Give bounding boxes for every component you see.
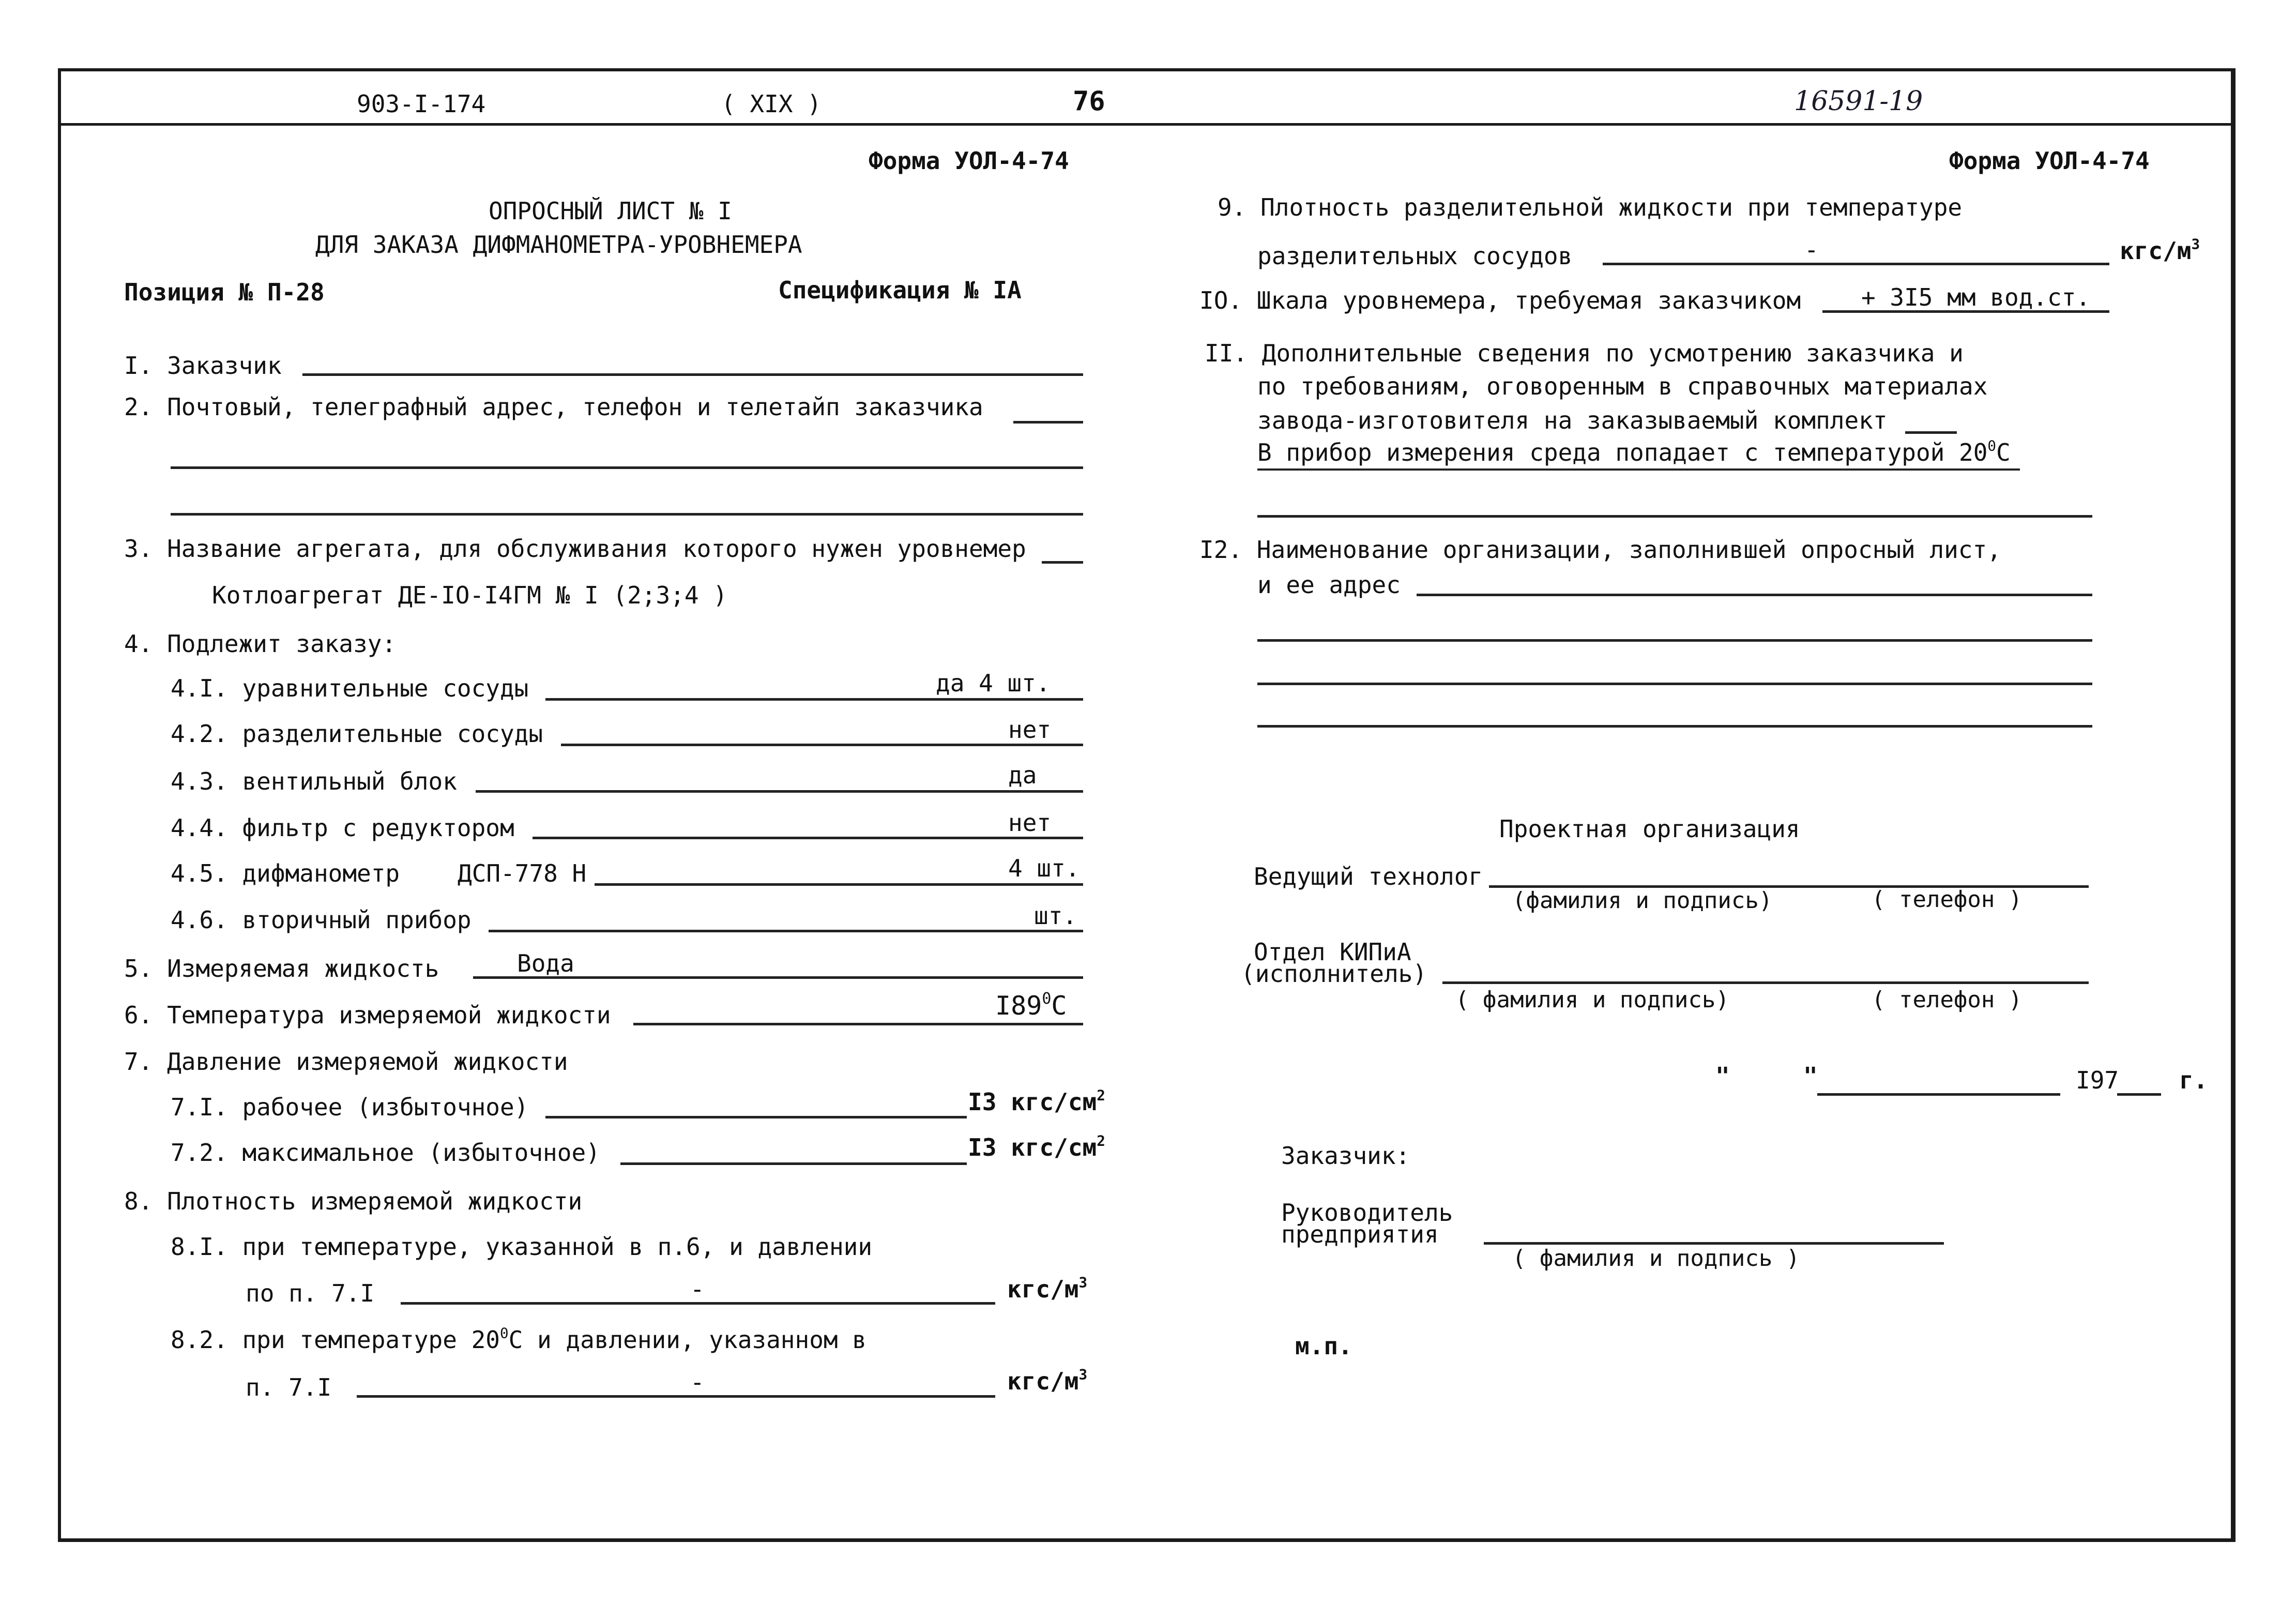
item-11-value-underline <box>1257 468 2020 471</box>
item-11-value-text: В прибор измерения среда попадает с температурой 20 <box>1257 438 1988 466</box>
item-3-label: 3. Название агрегата, для обслуживания которого нужен уровнемер <box>124 535 1026 563</box>
cubed-mark: 3 <box>1078 1366 1088 1383</box>
item-8-1-value: - <box>690 1275 705 1303</box>
item-7-1-line <box>545 1116 967 1118</box>
item-10-value: + 3I5 мм вод.ст. <box>1861 283 2091 311</box>
item-12-label: I2. Наименование организации, заполнившей опросный лист, <box>1199 536 2001 564</box>
item-3-line <box>1042 561 1083 564</box>
item-9-line <box>1603 263 2109 265</box>
cubed-mark: 3 <box>1078 1274 1088 1291</box>
item-7-label: 7. Давление измеряемой жидкости <box>124 1048 568 1076</box>
item-9-unit <box>2120 235 2200 265</box>
item-4-6-value: шт. <box>1034 902 1077 930</box>
head-label-1: Руководитель <box>1281 1199 1453 1227</box>
head-signature-caption: ( фамилия и подпись ) <box>1512 1245 1800 1272</box>
item-2-line-b <box>171 466 1083 469</box>
item-4-3-label: 4.3. вентильный блок <box>171 767 457 795</box>
date-year-line <box>2117 1093 2161 1096</box>
kipia-executor-label: (исполнитель) <box>1241 960 1427 988</box>
head-label-2: предприятия <box>1281 1220 1439 1248</box>
item-4-5-model: ДСП-778 Н <box>458 859 587 887</box>
item-4-3-value: да <box>1008 761 1037 789</box>
item-11-blank <box>1905 431 1957 434</box>
item-2-line-c <box>171 513 1083 516</box>
item-9-label: 9. Плотность разделительной жидкости при температуре <box>1218 193 1963 221</box>
degree-mark: 0 <box>499 1324 509 1342</box>
lead-signature-caption: (фамилия и подпись) <box>1512 887 1773 914</box>
form-code-left: Форма УОЛ-4-74 <box>869 147 1069 175</box>
item-12-line-b <box>1257 639 2092 642</box>
item-7-1-label: 7.I. рабочее (избыточное) <box>171 1093 529 1121</box>
item-12-line-c <box>1257 683 2092 685</box>
item-4-5-label: 4.5. дифманометр <box>171 859 400 887</box>
item-7-2-line <box>620 1162 967 1165</box>
item-7-2-value-text: I3 кгс/см <box>968 1133 1097 1161</box>
form-code-right: Форма УОЛ-4-74 <box>1949 147 2150 175</box>
item-7-1-value <box>968 1086 1105 1116</box>
item-9-value: - <box>1804 236 1819 264</box>
item-6-number: I89 <box>995 991 1042 1021</box>
item-6-value <box>995 990 1067 1021</box>
date-year-suffix: г. <box>2179 1066 2208 1094</box>
item-9-unit-text: кгс/м <box>2120 237 2192 265</box>
item-2-label: 2. Почтовый, телеграфный адрес, телефон и телетайп заказчика <box>124 393 983 421</box>
item-8-2-text-a: 8.2. при температуре 20 <box>171 1326 500 1354</box>
item-4-4-label: 4.4. фильтр с редуктором <box>171 814 514 842</box>
date-close-quote: " <box>1803 1062 1818 1090</box>
item-11-line2: по требованиям, оговоренным в справочных материалах <box>1257 372 1988 400</box>
header-handnum: 16591-19 <box>1794 86 1923 117</box>
item-6-label: 6. Температура измеряемой жидкости <box>124 1001 611 1029</box>
item-5-value: Вода <box>517 949 574 977</box>
item-8-1-label: 8.I. при температуре, указанной в п.6, и давлении <box>171 1233 873 1261</box>
squared-mark: 2 <box>1097 1132 1105 1150</box>
item-12-line-a <box>1417 594 2092 596</box>
item-5-label: 5. Измеряемая жидкость <box>124 955 439 982</box>
squared-mark: 2 <box>1097 1086 1105 1104</box>
item-8-2-unit <box>1007 1366 1088 1395</box>
item-4-4-line <box>533 837 1083 839</box>
item-11-line3: завода-изготовителя на заказываемый комплект <box>1257 406 1888 434</box>
item-4-2-value: нет <box>1008 716 1052 744</box>
item-3-value: Котлоагрегат ДЕ-IO-I4ГМ № I (2;3;4 ) <box>212 581 727 609</box>
item-1-label: I. Заказчик <box>124 352 282 380</box>
item-4-5-line <box>595 883 1083 886</box>
date-line <box>1817 1093 2060 1096</box>
item-6-line <box>633 1023 1083 1025</box>
cubed-mark: 3 <box>2191 235 2200 253</box>
item-4-2-label: 4.2. разделительные сосуды <box>171 720 543 748</box>
item-7-1-value-text: I3 кгс/см <box>968 1088 1097 1116</box>
item-4-1-label: 4.I. уравнительные сосуды <box>171 674 529 702</box>
position-number: Позиция № П-28 <box>124 278 325 306</box>
lead-phone-caption: ( телефон ) <box>1872 886 2023 913</box>
item-4-2-line <box>561 744 1083 746</box>
item-8-2-label <box>171 1324 866 1354</box>
degree-mark: 0 <box>1987 437 1997 455</box>
header-page: 76 <box>1073 86 1105 117</box>
item-7-2-value <box>968 1132 1105 1161</box>
item-4-4-value: нет <box>1008 809 1052 837</box>
header-series: 903-I-174 <box>357 90 486 118</box>
date-open-quote: " <box>1715 1062 1730 1090</box>
header-divider <box>58 123 2236 126</box>
item-8-1-unit-text: кгс/м <box>1007 1275 1079 1303</box>
form-title: ОПРОСНЫЙ ЛИСТ № I <box>489 197 732 225</box>
item-12-line-d <box>1257 725 2092 728</box>
item-7-2-label: 7.2. максимальное (избыточное) <box>171 1139 600 1167</box>
kipia-phone-caption: ( телефон ) <box>1872 987 2023 1013</box>
item-4-3-line <box>476 790 1083 793</box>
header-album: ( XIX ) <box>721 90 822 118</box>
item-4-6-label: 4.6. вторичный прибор <box>171 906 472 934</box>
customer-label: Заказчик: <box>1281 1142 1410 1170</box>
kipia-department-label: Отдел КИПиА <box>1254 938 1411 966</box>
item-6-unit: C <box>1051 991 1067 1021</box>
item-11-label: II. Дополнительные сведения по усмотрению заказчика и <box>1205 339 1964 367</box>
item-1-line <box>302 373 1083 376</box>
date-year: I97 <box>2076 1066 2119 1094</box>
degree-mark: 0 <box>1042 990 1052 1008</box>
item-4-1-line <box>545 698 1083 701</box>
specification-number: Спецификация № IA <box>778 276 1022 304</box>
item-2-line-a <box>1013 421 1083 424</box>
item-12-address: и ее адрес <box>1257 571 1401 599</box>
item-8-2-text-b: С и давлении, указанном в <box>508 1326 866 1354</box>
kipia-line <box>1442 981 2089 984</box>
item-8-label: 8. Плотность измеряемой жидкости <box>124 1187 583 1215</box>
item-11-value <box>1257 437 2011 466</box>
item-4-1-value: да 4 шт. <box>936 669 1051 697</box>
item-11-line <box>1257 515 2092 518</box>
item-8-2-line <box>357 1395 995 1398</box>
item-11-value-unit: С <box>1996 438 2011 466</box>
item-4-5-value: 4 шт. <box>1008 854 1080 882</box>
item-8-2-value: - <box>690 1368 705 1396</box>
item-8-2-unit-text: кгс/м <box>1007 1367 1079 1395</box>
kipia-signature-caption: ( фамилия и подпись) <box>1455 987 1729 1013</box>
lead-technologist-label: Ведущий технолог <box>1254 863 1483 890</box>
item-4-label: 4. Подлежит заказу: <box>124 630 397 658</box>
item-8-1-ref: по п. 7.I <box>246 1279 375 1307</box>
item-4-6-line <box>489 930 1083 932</box>
stamp-place: м.п. <box>1295 1332 1352 1360</box>
head-line <box>1484 1242 1944 1245</box>
design-organization: Проектная организация <box>1499 815 1800 843</box>
item-9-continued: разделительных сосудов <box>1257 242 1573 270</box>
item-8-1-unit <box>1007 1274 1088 1303</box>
item-10-label: IO. Шкала уровнемера, требуемая заказчиком <box>1199 286 1801 314</box>
form-subtitle: ДЛЯ ЗАКАЗА ДИФМАНОМЕТРА-УРОВНЕМЕРА <box>315 231 802 259</box>
item-8-2-ref: п. 7.I <box>246 1373 332 1401</box>
